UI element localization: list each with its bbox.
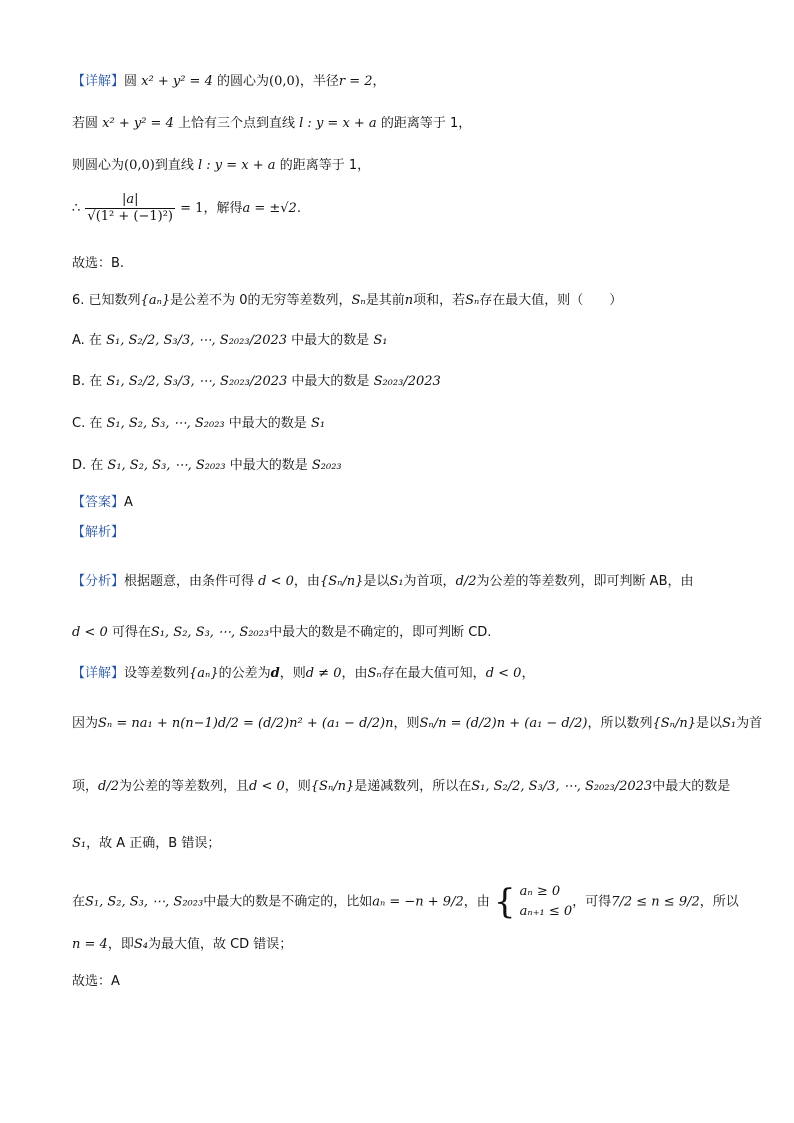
- distance-fraction: $\frac{|a|}{\text{√(1² + (−1)²)}}$: [87, 192, 174, 224]
- option-b: B. 在 S₁, S₂/2, S₃/3, ⋯, S₂₀₂₃/2023 中最大的数是 S₂₀₂₃/2023: [72, 374, 441, 389]
- analysis-line: [72, 523, 124, 543]
- circle-equation: x² + y² = 4: [141, 74, 213, 89]
- inequality-system: aₙ ≥ 0 aₙ₊₁ ≤ 0: [519, 884, 573, 919]
- fenxi-line-2: d < 0 可得在S₁, S₂, S₃, ⋯, S₂₀₂₃中最大的数是不确定的，即可判断 CD.: [72, 625, 492, 640]
- line-l: l : y = x + a: [299, 116, 377, 131]
- xiangjie-line-5: 在S₁, S₂, S₃, ⋯, S₂₀₂₃中最大的数是不确定的，比如aₙ = −n + 9/2，由 { aₙ ≥ 0 aₙ₊₁ ≤ 0 ，可得7/2 ≤ n ≤ 9/2，所以: [72, 882, 739, 922]
- example-an: aₙ = −n + 9/2: [372, 894, 464, 910]
- solution-a: a = ±√2: [242, 201, 297, 216]
- fenxi-tag: 【分析】: [72, 574, 125, 589]
- q5-distance-formula: ∴ $\frac{|a|}{\text{√(1² + (−1)²)}}$ = 1，解得a = ±√2.: [72, 192, 301, 224]
- option-d: D. 在 S₁, S₂, S₃, ⋯, S₂₀₂₃ 中最大的数是 S₂₀₂₃: [72, 458, 342, 473]
- xiangjie-line-3: 项，d/2为公差的等差数列，且d < 0，则{Sₙ/n}是递减数列，所以在S₁, S₂/2, S₃/3, ⋯, S₂₀₂₃/2023中最大的数是: [72, 779, 731, 794]
- option-c: C. 在 S₁, S₂, S₃, ⋯, S₂₀₂₃ 中最大的数是 S₁: [72, 416, 326, 431]
- q5-detail-line-3: 则圆心为(0,0)到直线 l : y = x + a 的距离等于 1，: [72, 158, 371, 173]
- sn-formula: Sₙ = na₁ + n(n−1)d/2 = (d/2)n² + (a₁ − d/2)n: [98, 716, 394, 731]
- answer-tag: 【答案】: [72, 495, 125, 510]
- xiangjie-line-4: S₁，故 A 正确，B 错误；: [72, 836, 221, 851]
- circle-center: (0,0): [269, 74, 300, 89]
- detail-tag: 【详解】: [72, 74, 125, 89]
- analysis-tag: 【解析】: [72, 525, 125, 540]
- xiangjie-line-6: n = 4，即S₄为最大值，故 CD 错误；: [72, 937, 293, 952]
- q6-choose: 故选：A: [72, 974, 120, 989]
- answer-line: [72, 493, 133, 513]
- xiangjie-line-2: 因为Sₙ = na₁ + n(n−1)d/2 = (d/2)n² + (a₁ − d/2)n，则Sₙ/n = (d/2)n + (a₁ − d/2)，所以数列{Sₙ/n}是以S₁为首: [72, 716, 763, 731]
- q5-detail-line-2: 若圆 x² + y² = 4 上恰有三个点到直线 l : y = x + a 的距离等于 1，: [72, 116, 472, 131]
- system-brace: {: [493, 882, 516, 922]
- answer-value: A: [124, 495, 133, 510]
- fenxi-line-1: 【分析】根据题意，由条件可得 d < 0，由{Sₙ/n}是以S₁为首项，d/2为公差的等差数列，即可判断 AB，由: [72, 574, 694, 589]
- q6-stem: 6. 已知数列{aₙ}是公差不为 0的无穷等差数列，Sₙ是其前n项和，若Sₙ存在最大值，则（ ）: [72, 293, 623, 308]
- q5-choose: 故选：B.: [72, 256, 125, 271]
- q5-detail-line-1: 【详解】圆 x² + y² = 4 的圆心为(0,0)，半径r = 2，: [72, 74, 386, 89]
- radius: r = 2: [338, 74, 373, 89]
- option-a: A. 在 S₁, S₂/2, S₃/3, ⋯, S₂₀₂₃/2023 中最大的数是 S₁: [72, 333, 388, 348]
- xiangjie-line-1: 【详解】设等差数列{aₙ}的公差为d，则d ≠ 0，由Sₙ存在最大值可知，d < 0，: [72, 666, 535, 681]
- xiangjie-tag: 【详解】: [72, 666, 125, 681]
